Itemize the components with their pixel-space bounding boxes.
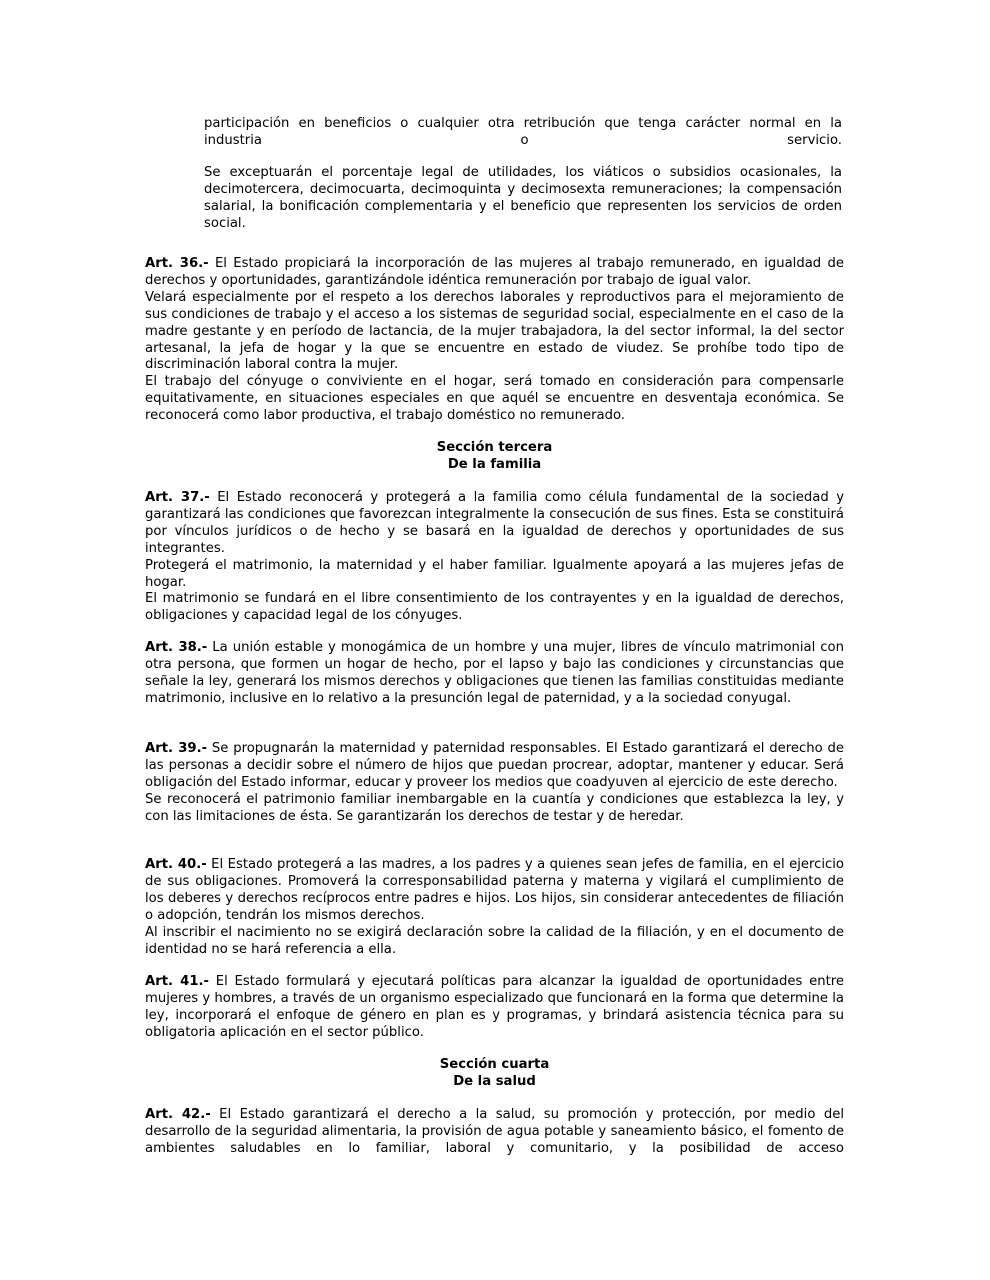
article-36-paragraph-2: Velará especialmente por el respeto a los derechos laborales y reproductivos para el mejoramiento de sus condiciones de trabajo y el acceso a los sistemas de seguridad social, especialmente en el caso de la madre gestante y en período de lactancia, de la mujer trabajadora, la del sector informal, la del sector artesanal, la jefa de hogar y la que se encuentre en estado de viudez. Se prohíbe todo tipo de discriminación laboral contra la mujer. bbox=[145, 289, 844, 373]
article-40-paragraph-1 bbox=[145, 857, 844, 925]
article-36-paragraph-1 bbox=[145, 256, 844, 290]
section-4-subtitle: De la salud bbox=[453, 1073, 536, 1089]
article-41-label: Art. 41.- bbox=[145, 974, 210, 989]
article-36 bbox=[145, 256, 844, 425]
article-39-text-1: Se propugnarán la maternidad y paternidad responsables. El Estado garantizará el derecho de las personas a decidir sobre el número de hijos que puedan procrear, adoptar, mantener y educar. Será obligación del Estado informar, educar y proveer los medios que coadyuven al ejercicio de este derecho. bbox=[145, 741, 844, 790]
article-42-text-1: El Estado garantizará el derecho a la salud, su promoción y protección, por medio del desarrollo de la seguridad alimentaria, la provisión de agua potable y saneamiento básico, el fomento de ambientes saludables en lo familiar, laboral y comunitario, y la posibilidad de acceso bbox=[145, 1107, 844, 1156]
article-37-paragraph-3: El matrimonio se fundará en el libre consentimiento de los contrayentes y en la igualdad de derechos, obligaciones y capacidad legal de los cónyuges. bbox=[145, 591, 844, 624]
article-42-paragraph-1 bbox=[145, 1107, 844, 1158]
article-37-label: Art. 37.- bbox=[145, 490, 210, 505]
article-40-label: Art. 40.- bbox=[145, 857, 207, 872]
article-41-text-1: El Estado formulará y ejecutará políticas para alcanzar la igualdad de oportunidades entre mujeres y hombres, a través de un organismo especializado que funcionará en la forma que determine la ley, incorporará el enfoque de género en plan es y programas, y brindará asistencia técnica para su obligatoria aplicación en el sector público. bbox=[145, 974, 844, 1040]
article-39-label: Art. 39.- bbox=[145, 741, 208, 756]
article-38-label: Art. 38.- bbox=[145, 640, 208, 655]
article-40 bbox=[145, 857, 844, 958]
article-36-text-1: El Estado propiciará la incorporación de las mujeres al trabajo remunerado, en igualdad de derechos y oportunidades, garantizándole idéntica remuneración por trabajo de igual valor. bbox=[145, 256, 844, 288]
article-37-paragraph-1 bbox=[145, 490, 844, 558]
intro-text-2: Se exceptuarán el porcentaje legal de utilidades, los viáticos o subsidios ocasionales, la decimotercera, decimocuarta, decimoquinta y decimosexta remuneraciones; la compensación salarial, la bonificación complementaria y el beneficio que representen los servicios de orden social. bbox=[204, 165, 842, 231]
article-42 bbox=[145, 1107, 844, 1158]
article-36-label: Art. 36.- bbox=[145, 256, 209, 271]
intro-paragraph-2 bbox=[204, 165, 842, 233]
intro-text-1: participación en beneficios o cualquier otra retribución que tenga carácter normal en la industria o servicio. bbox=[204, 116, 842, 148]
article-41 bbox=[145, 974, 844, 1042]
section-3-subtitle: De la familia bbox=[447, 456, 542, 472]
article-38-text-1: La unión estable y monogámica de un hombre y una mujer, libres de vínculo matrimonial con otra persona, que formen un hogar de hecho, por el lapso y bajo las condiciones y circunstancias que señale la ley, generará los mismos derechos y obligaciones que tienen las familias constituidas mediante matrimonio, inclusive en lo relativo a la presunción legal de paternidad, y a la sociedad conyugal. bbox=[145, 640, 844, 706]
article-37-text-1: El Estado reconocerá y protegerá a la familia como célula fundamental de la sociedad y garantizará las condiciones que favorezcan integralmente la consecución de sus fines. Esta se constituirá por vínculos jurídicos o de hecho y se basará en la igualdad de derechos y oportunidades de sus integrantes. bbox=[145, 490, 845, 556]
section-4-title: Sección cuarta bbox=[439, 1057, 550, 1072]
article-39 bbox=[145, 741, 844, 826]
article-38-paragraph-1 bbox=[145, 640, 844, 708]
article-39-paragraph-2: Se reconocerá el patrimonio familiar inembargable en la cuantía y condiciones que establezca la ley, y con las limitaciones de ésta. Se garantizarán los derechos de testar y de heredar. bbox=[145, 791, 844, 824]
intro-paragraph-1 bbox=[204, 116, 842, 150]
section-heading-4 bbox=[145, 1057, 844, 1091]
article-39-paragraph-1 bbox=[145, 741, 844, 792]
article-37-paragraph-2: Protegerá el matrimonio, la maternidad y el haber familiar. Igualmente apoyará a las mujeres jefas de hogar. bbox=[145, 557, 844, 590]
section-3-title: Sección tercera bbox=[436, 440, 553, 455]
article-42-label: Art. 42.- bbox=[145, 1107, 211, 1122]
article-40-paragraph-2: Al inscribir el nacimiento no se exigirá declaración sobre la calidad de la filiación, y en el documento de identidad no se hará referencia a ella. bbox=[145, 924, 844, 957]
article-41-paragraph-1 bbox=[145, 974, 844, 1042]
article-37 bbox=[145, 490, 844, 625]
article-38 bbox=[145, 640, 844, 708]
article-36-paragraph-3: El trabajo del cónyuge o conviviente en el hogar, será tomado en consideración para compensarle equitativamente, en situaciones especiales en que aquél se encuentre en desventaja económica. Se reconocerá como labor productiva, el trabajo doméstico no remunerado. bbox=[145, 374, 844, 424]
section-heading-3 bbox=[145, 440, 844, 474]
article-40-text-1: El Estado protegerá a las madres, a los padres y a quienes sean jefes de familia, en el ejercicio de sus obligaciones. Promoverá la corresponsabilidad paterna y materna y vigilará el cumplimiento de los deberes y derechos recíprocos entre padres e hijos. Los hijos, sin considerar antecedentes de filiación o adopción, tendrán los mismos derechos. bbox=[145, 857, 845, 923]
